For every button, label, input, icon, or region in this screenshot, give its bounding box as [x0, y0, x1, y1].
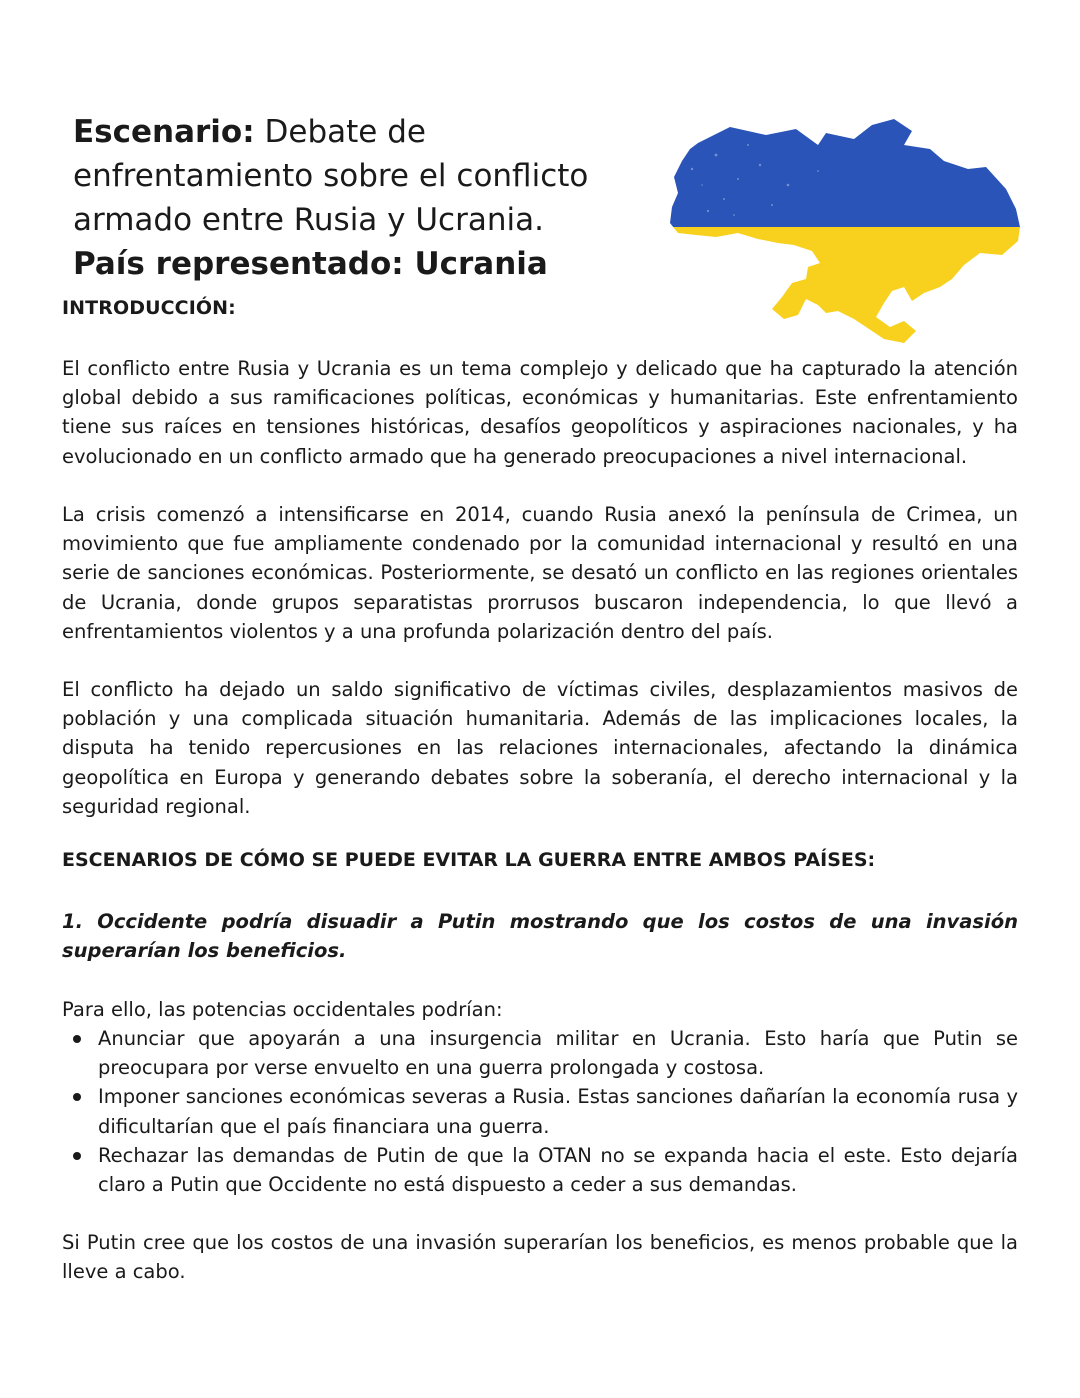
intro-paragraph-1: El conflicto entre Rusia y Ucrania es un tema complejo y delicado que ha capturado la atención global debido a sus ramificaciones políticas, económicas y humanitarias. Este enfrentamiento tiene sus raíces en tensiones históricas, desafíos geopolíticos y aspiraciones nacionales, y ha evolucionado en un conflicto armado que ha generado preocupaciones a nivel internacional. — [62, 357, 1018, 468]
scenario-1-conclusion: Si Putin cree que los costos de una invasión superarían los beneficios, es menos probable que la lleve a cabo. — [62, 1231, 1018, 1284]
scenario-1-bullet-list — [62, 1024, 1018, 1199]
bullet-text: Imponer sanciones económicas severas a Rusia. Estas sanciones dañarían la economía rusa y dificultarían que el país financiara una guerra. — [98, 1085, 1018, 1138]
bullet-text: Anunciar que apoyarán a una insurgencia militar en Ucrania. Esto haría que Putin se preocupara por verse envuelto en una guerra prolongada y costosa. — [98, 1027, 1018, 1080]
ukraine-flag-map-icon — [668, 115, 1020, 345]
scenario-1-intro: Para ello, las potencias occidentales podrían: — [62, 998, 503, 1021]
document-title — [73, 110, 673, 286]
country-line: País representado: Ucrania — [73, 246, 548, 282]
scenario-label: Escenario: — [73, 114, 255, 150]
intro-paragraph-3: El conflicto ha dejado un saldo significativo de víctimas civiles, desplazamientos masivos de población y una complicada situación humanitaria. Además de las implicaciones locales, la disputa ha tenido repercusiones en las relaciones internacionales, afectando la dinámica geopolítica en Europa y generando debates sobre la soberanía, el derecho internacional y la seguridad regional. — [62, 678, 1018, 818]
bullet-text: Rechazar las demandas de Putin de que la OTAN no se expanda hacia el este. Esto dejaría claro a Putin que Occidente no está dispuesto a ceder a sus demandas. — [98, 1143, 1018, 1197]
bullet-icon — [73, 1152, 81, 1160]
introduction-heading: INTRODUCCIÓN: — [62, 297, 236, 319]
list-item — [62, 1082, 1018, 1140]
intro-paragraph-2: La crisis comenzó a intensificarse en 2014, cuando Rusia anexó la península de Crimea, un movimiento que fue ampliamente condenado por la comunidad internacional y resultó en una serie de sanciones económicas. Posteriormente, se desató un conflicto en las regiones orientales de Ucrania, donde grupos separatistas prorrusos buscaron independencia, lo que llevó a enfrentamientos violentos y a una profunda polarización dentro del país. — [62, 503, 1018, 643]
scenarios-heading: ESCENARIOS DE CÓMO SE PUEDE EVITAR LA GUERRA ENTRE AMBOS PAÍSES: — [62, 849, 876, 871]
flag-yellow-band — [668, 227, 1020, 345]
bullet-icon — [73, 1093, 81, 1101]
flag-blue-band — [668, 115, 1020, 227]
list-item — [62, 1024, 1018, 1082]
scenario-1-title: 1. Occidente podría disuadir a Putin mostrando que los costos de una invasión superarían los beneficios. — [62, 910, 1018, 963]
bullet-icon — [73, 1035, 81, 1043]
list-item — [62, 1141, 1018, 1199]
scenario-text: Debate de enfrentamiento sobre el conflicto armado entre Rusia y Ucrania. — [73, 114, 589, 238]
